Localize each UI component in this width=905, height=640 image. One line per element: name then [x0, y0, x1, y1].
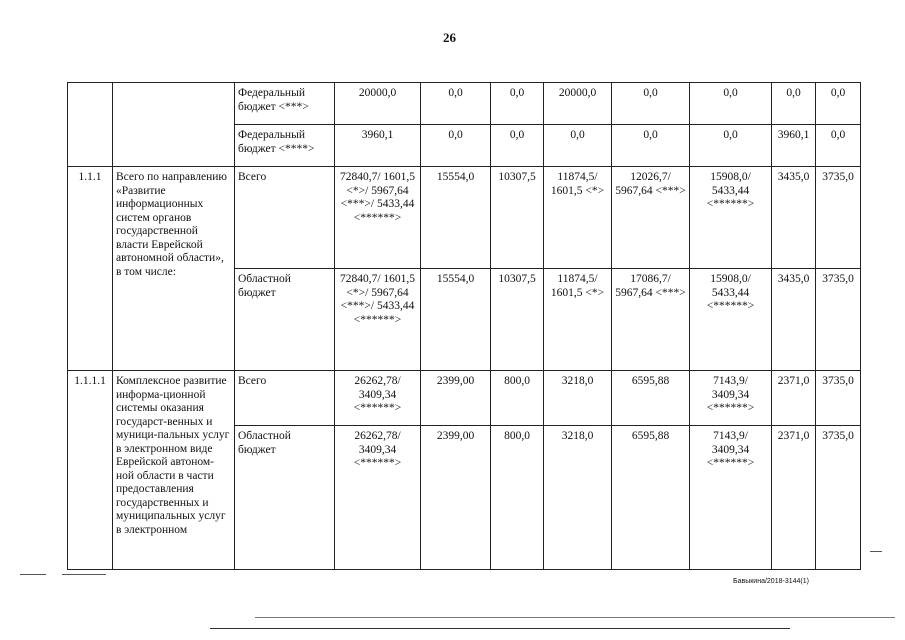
budget-table — [67, 82, 861, 570]
row-name: Всего по направлению «Развитие информационных систем органов государственной власти Еврейской автономной области», в том числе: — [113, 167, 235, 371]
value-total: 72840,7/ 1601,5 <*>/ 5967,64 <***>/ 5433,44 <******> — [335, 167, 421, 269]
row-code — [68, 83, 113, 167]
value-cell: 3435,0 — [772, 269, 816, 371]
value-cell: 3435,0 — [772, 167, 816, 269]
funding-source: Всего — [235, 167, 335, 269]
row-code: 1.1.1.1 — [68, 371, 113, 570]
value-cell: 2371,0 — [772, 371, 816, 426]
funding-source: Федеральный бюджет <****> — [235, 125, 335, 167]
funding-source: Всего — [235, 371, 335, 426]
value-cell: 3735,0 — [816, 269, 861, 371]
value-total: 72840,7/ 1601,5 <*>/ 5967,64 <***>/ 5433,44 <******> — [335, 269, 421, 371]
value-cell: 0,0 — [544, 125, 612, 167]
value-cell: 0,0 — [690, 125, 772, 167]
scan-artifact-line — [255, 617, 895, 618]
value-total: 20000,0 — [335, 83, 421, 125]
value-cell: 0,0 — [772, 83, 816, 125]
scan-artifact-line — [210, 628, 790, 629]
value-cell: 3218,0 — [544, 426, 612, 570]
value-cell: 0,0 — [491, 125, 544, 167]
value-cell: 3218,0 — [544, 371, 612, 426]
value-cell: 17086,7/ 5967,64 <***> — [612, 269, 690, 371]
table-row — [68, 167, 861, 269]
value-cell: 3960,1 — [772, 125, 816, 167]
row-code: 1.1.1 — [68, 167, 113, 371]
value-cell: 800,0 — [491, 426, 544, 570]
value-cell: 0,0 — [690, 83, 772, 125]
document-footer-code: Бавыкина/2018-3144(1) — [733, 578, 809, 585]
value-cell: 0,0 — [612, 125, 690, 167]
value-cell: 0,0 — [491, 83, 544, 125]
value-cell: 20000,0 — [544, 83, 612, 125]
value-cell: 15554,0 — [421, 269, 491, 371]
row-name: Комплексное развитие информа-ционной системы оказания государст-венных и муници-пальных услуг в электронном виде Еврейской автоном-ной области в части предоставления государственных и муниципальных услуг в электронном — [113, 371, 235, 570]
scan-artifact-line — [62, 574, 106, 575]
funding-source: Федеральный бюджет <***> — [235, 83, 335, 125]
value-cell: 15554,0 — [421, 167, 491, 269]
value-cell: 15908,0/ 5433,44 <******> — [690, 269, 772, 371]
value-cell: 0,0 — [816, 83, 861, 125]
value-cell: 10307,5 — [491, 269, 544, 371]
value-cell: 6595,88 — [612, 371, 690, 426]
value-cell: 15908,0/ 5433,44 <******> — [690, 167, 772, 269]
value-cell: 11874,5/ 1601,5 <*> — [544, 269, 612, 371]
value-cell: 11874,5/ 1601,5 <*> — [544, 167, 612, 269]
value-cell: 0,0 — [816, 125, 861, 167]
row-name — [113, 83, 235, 167]
value-cell: 10307,5 — [491, 167, 544, 269]
value-cell: 7143,9/ 3409,34 <******> — [690, 371, 772, 426]
value-cell: 0,0 — [421, 83, 491, 125]
value-cell: 3735,0 — [816, 167, 861, 269]
table-row — [68, 83, 861, 125]
value-cell: 3735,0 — [816, 426, 861, 570]
value-total: 26262,78/ 3409,34 <******> — [335, 426, 421, 570]
scan-artifact-line — [20, 574, 46, 575]
value-cell: 7143,9/ 3409,34 <******> — [690, 426, 772, 570]
value-total: 26262,78/ 3409,34 <******> — [335, 371, 421, 426]
funding-source: Областной бюджет — [235, 269, 335, 371]
value-cell: 0,0 — [612, 83, 690, 125]
value-cell: 2371,0 — [772, 426, 816, 570]
value-cell: 2399,00 — [421, 426, 491, 570]
value-total: 3960,1 — [335, 125, 421, 167]
value-cell: 800,0 — [491, 371, 544, 426]
value-cell: 6595,88 — [612, 426, 690, 570]
table-row — [68, 371, 861, 426]
value-cell: 3735,0 — [816, 371, 861, 426]
value-cell: 12026,7/ 5967,64 <***> — [612, 167, 690, 269]
value-cell: 0,0 — [421, 125, 491, 167]
funding-source: Областной бюджет — [235, 426, 335, 570]
value-cell: 2399,00 — [421, 371, 491, 426]
scan-artifact-line — [870, 551, 882, 552]
page-number: 26 — [443, 30, 456, 45]
